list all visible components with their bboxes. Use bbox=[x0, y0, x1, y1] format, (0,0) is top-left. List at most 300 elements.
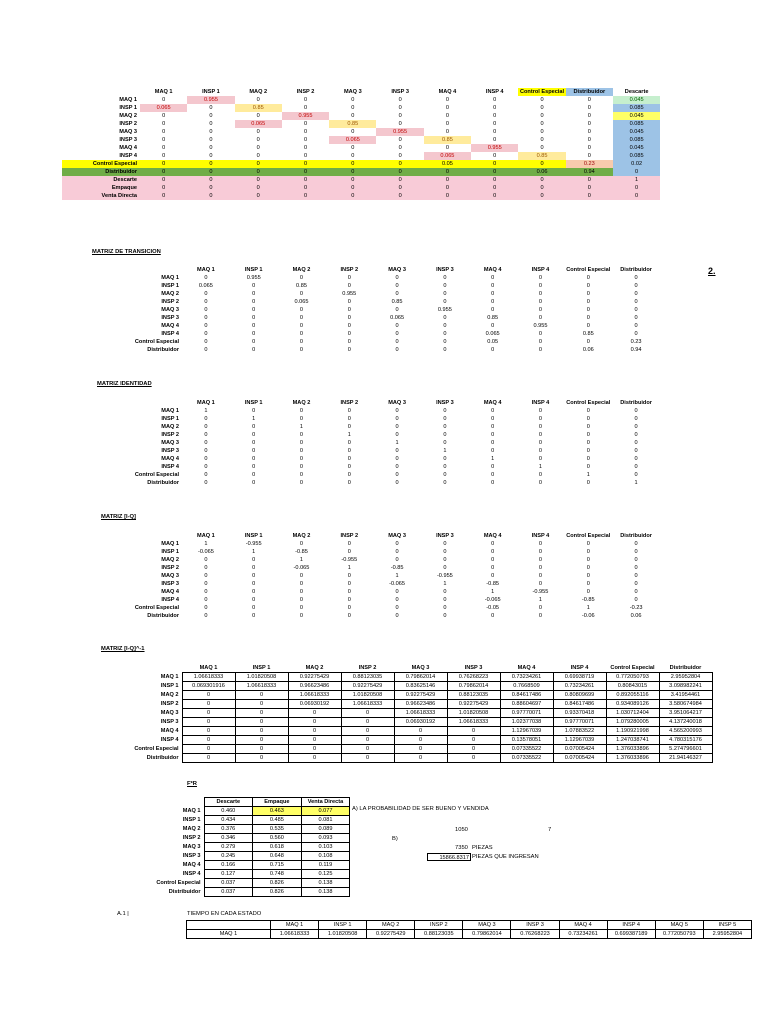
table-cell: 0 bbox=[252, 448, 256, 454]
table-row bbox=[62, 736, 712, 745]
table-cell: 0 bbox=[252, 424, 256, 430]
table-cell: 0.07335522 bbox=[500, 745, 553, 754]
table-cell: 0.07005424 bbox=[553, 745, 606, 754]
table-cell: 0 bbox=[252, 557, 256, 563]
table-cell: 0 bbox=[443, 331, 447, 337]
table-cell: 0 bbox=[538, 283, 543, 289]
table-cell: 0.84617486 bbox=[500, 691, 553, 700]
table-cell: 0 bbox=[162, 137, 166, 143]
column-header: Control Especial bbox=[566, 400, 611, 406]
table-cell: 0 bbox=[204, 581, 208, 587]
table-cell: 0 bbox=[341, 754, 394, 763]
table-cell: 0 bbox=[443, 472, 447, 478]
table-cell: 0.108 bbox=[301, 852, 350, 861]
table-cell: 0 bbox=[471, 176, 518, 184]
table-row bbox=[62, 852, 350, 861]
table-cell: 0 bbox=[204, 448, 208, 454]
table-cell: 0 bbox=[162, 121, 166, 127]
table-cell: 0 bbox=[204, 339, 208, 345]
table-cell: 0 bbox=[491, 480, 495, 486]
table-cell: 0 bbox=[299, 307, 304, 313]
table-cell: 0 bbox=[204, 416, 208, 422]
table-cell: 0.376 bbox=[204, 825, 253, 834]
table-cell: 0 bbox=[634, 565, 638, 571]
table-cell: 0.648 bbox=[253, 852, 302, 861]
table-row bbox=[62, 604, 660, 612]
table-cell: 0.772050793 bbox=[655, 930, 703, 939]
table-cell: 0 bbox=[491, 323, 495, 329]
table-cell: 0 bbox=[347, 323, 351, 329]
table-cell: 0 bbox=[586, 424, 590, 430]
table-cell: 0 bbox=[162, 113, 166, 119]
table-cell: 0 bbox=[182, 718, 235, 727]
table-cell: 0 bbox=[252, 315, 256, 321]
inversa-title: MATRIZ [I-Q]^-1 bbox=[101, 646, 145, 652]
fr-table bbox=[62, 797, 350, 897]
table-cell: 0 bbox=[538, 440, 543, 446]
table-row bbox=[62, 879, 350, 888]
table-cell: 0 bbox=[538, 549, 543, 555]
table-cell: 0 bbox=[252, 597, 256, 603]
table-cell: 0 bbox=[395, 347, 399, 353]
table-cell: 0 bbox=[347, 480, 351, 486]
table-cell: 0.73234261 bbox=[500, 673, 553, 682]
table-cell: 0 bbox=[347, 331, 351, 337]
table-cell: 0 bbox=[538, 315, 543, 321]
enter-label: PIEZAS QUE INGRESAN bbox=[472, 854, 539, 860]
column-header: INSP 1 bbox=[244, 400, 263, 406]
column-header: INSP 2 bbox=[358, 665, 377, 671]
table-cell: 0 bbox=[586, 408, 590, 414]
column-header: Control Especial bbox=[519, 89, 565, 95]
column-header: INSP 2 bbox=[296, 89, 315, 95]
table-cell: 0 bbox=[182, 736, 235, 745]
table-cell: -0.065 bbox=[293, 565, 310, 571]
table-cell: 0 bbox=[347, 448, 351, 454]
table-cell: 0.955 bbox=[376, 128, 423, 136]
table-row bbox=[62, 144, 660, 152]
row-label: MAQ 1 bbox=[182, 808, 201, 814]
table-cell: 0 bbox=[398, 105, 402, 111]
table-cell: 0.772050793 bbox=[606, 673, 659, 682]
table-cell: 0 bbox=[256, 129, 260, 135]
table-cell: 0.955 bbox=[533, 323, 548, 329]
table-cell: 0 bbox=[235, 168, 282, 176]
table-cell: 0.05 bbox=[487, 339, 499, 345]
table-cell: 0 bbox=[445, 145, 449, 151]
table-cell: 0 bbox=[518, 192, 565, 200]
column-header: MAQ 4 bbox=[438, 89, 457, 95]
table-cell: 0.119 bbox=[301, 861, 350, 870]
table-cell: 0 bbox=[204, 480, 208, 486]
table-cell: 0 bbox=[586, 299, 590, 305]
table-cell: 0 bbox=[299, 323, 304, 329]
table-cell: 0 bbox=[587, 129, 591, 135]
table-cell: 0 bbox=[443, 408, 447, 414]
table-cell: 0 bbox=[235, 160, 282, 168]
table-cell: 0 bbox=[303, 105, 308, 111]
table-cell: 0 bbox=[347, 581, 351, 587]
table-cell: 0 bbox=[395, 480, 399, 486]
table-cell: 0.138 bbox=[301, 879, 350, 888]
table-cell: 0.065 bbox=[485, 331, 500, 337]
table-cell: 0 bbox=[235, 736, 288, 745]
column-header: Distribuidor bbox=[620, 267, 652, 273]
table-cell: 0.85 bbox=[518, 152, 565, 160]
column-header: Descarte bbox=[204, 798, 253, 807]
table-cell: 0 bbox=[351, 97, 355, 103]
table-row bbox=[62, 540, 660, 548]
table-cell: 0.826 bbox=[253, 879, 302, 888]
table-cell: 0.97770071 bbox=[500, 709, 553, 718]
table-cell: 0.065 bbox=[329, 136, 376, 144]
row-label: MAQ 4 bbox=[182, 862, 201, 868]
table-cell: 0 bbox=[282, 184, 329, 192]
table-cell: 0 bbox=[187, 160, 234, 168]
column-header: MAQ 4 bbox=[517, 665, 536, 671]
table-cell: 1.06618333 bbox=[235, 682, 288, 691]
table-cell: 1.06618333 bbox=[271, 930, 319, 939]
table-cell: 1 bbox=[299, 557, 304, 563]
table-cell: 1.376033896 bbox=[606, 754, 659, 763]
row-label: MAQ 2 bbox=[182, 826, 201, 832]
table-cell: 1.01820508 bbox=[341, 691, 394, 700]
column-header: INSP 1 bbox=[202, 89, 220, 95]
table-cell: 0 bbox=[209, 129, 213, 135]
table-cell: 0 bbox=[540, 113, 544, 119]
table-cell: 0 bbox=[538, 432, 543, 438]
table-cell: 0.85 bbox=[296, 283, 307, 289]
table-cell: 1 bbox=[586, 605, 590, 611]
table-cell: 0 bbox=[491, 448, 495, 454]
table-cell: 0.934089126 bbox=[606, 700, 659, 709]
table-cell: 0 bbox=[351, 105, 355, 111]
table-row bbox=[62, 745, 712, 754]
table-row bbox=[62, 479, 660, 487]
table-cell: 0 bbox=[491, 464, 495, 470]
table-cell: 0 bbox=[538, 307, 543, 313]
table-cell: 0 bbox=[443, 299, 447, 305]
table-cell: 0 bbox=[538, 565, 543, 571]
table-cell: 0 bbox=[634, 299, 638, 305]
table-cell: 0.83625146 bbox=[394, 682, 447, 691]
corner-cell bbox=[62, 399, 182, 407]
table-cell: 0.045 bbox=[613, 96, 660, 104]
table-cell: 0 bbox=[538, 291, 543, 297]
table-row bbox=[62, 152, 660, 160]
column-header: Distribuidor bbox=[566, 88, 613, 96]
table-cell: 0 bbox=[182, 727, 235, 736]
table-cell: -0.85 bbox=[581, 597, 595, 603]
table-cell: 0.699387189 bbox=[607, 930, 655, 939]
table-row bbox=[62, 415, 660, 423]
table-cell: 0 bbox=[491, 291, 495, 297]
table-cell: 0 bbox=[493, 113, 497, 119]
table-cell: 0.045 bbox=[613, 112, 660, 120]
tiempo-table bbox=[186, 920, 752, 939]
table-cell: 0 bbox=[587, 97, 591, 103]
table-row bbox=[62, 431, 660, 439]
table-cell: 0 bbox=[518, 184, 565, 192]
table-cell: 0 bbox=[634, 557, 638, 563]
table-cell: 0.93370418 bbox=[553, 709, 606, 718]
table-cell: 0.80843015 bbox=[606, 682, 659, 691]
table-cell: 0 bbox=[634, 597, 638, 603]
table-row bbox=[62, 282, 660, 290]
row-label: INSP 2 bbox=[119, 121, 137, 127]
table-cell: -0.955 bbox=[341, 557, 358, 563]
table-cell: 0 bbox=[424, 184, 471, 192]
column-header: Venta Directa bbox=[301, 798, 350, 807]
table-cell: 0 bbox=[299, 456, 304, 462]
table-cell: 0 bbox=[395, 597, 399, 603]
table-cell: 0.089 bbox=[301, 825, 350, 834]
table-row bbox=[62, 888, 350, 897]
table-cell: 0 bbox=[493, 137, 497, 143]
table-row bbox=[62, 322, 660, 330]
column-header: INSP 3 bbox=[436, 400, 454, 406]
table-cell: 0 bbox=[140, 160, 187, 168]
row-label: MAQ 1 bbox=[119, 97, 137, 103]
column-header: INSP 4 bbox=[485, 89, 504, 95]
table-cell: 0 bbox=[282, 192, 329, 200]
table-cell: 1.07883522 bbox=[553, 727, 606, 736]
table-cell: 1 bbox=[538, 597, 543, 603]
table-cell: 0 bbox=[209, 145, 213, 151]
table-cell: 0 bbox=[445, 129, 449, 135]
table-cell: 0 bbox=[395, 323, 399, 329]
column-header: MAQ 3 bbox=[411, 665, 430, 671]
table-cell: 0 bbox=[395, 456, 399, 462]
row-label: Venta Directa bbox=[62, 192, 140, 200]
pieces-value: 7350 bbox=[455, 845, 468, 851]
table-cell: 0 bbox=[303, 145, 308, 151]
table-row bbox=[62, 682, 712, 691]
column-header: Distribuidor bbox=[620, 533, 652, 539]
table-cell: 0 bbox=[398, 113, 402, 119]
table-cell: 0 bbox=[252, 323, 256, 329]
table-cell: -0.065 bbox=[389, 581, 406, 587]
table-cell: 0 bbox=[209, 137, 213, 143]
table-cell: 5.274796601 bbox=[659, 745, 712, 754]
table-row bbox=[62, 274, 660, 282]
row-label: INSP 3 bbox=[161, 448, 179, 454]
column-header: INSP 2 bbox=[415, 921, 463, 930]
table-cell: 0 bbox=[347, 597, 351, 603]
table-cell: 0.955 bbox=[187, 96, 234, 104]
table-cell: 0 bbox=[341, 745, 394, 754]
table-cell: 0 bbox=[634, 541, 638, 547]
row-label: INSP 2 bbox=[160, 701, 179, 707]
table-cell: 0.06 bbox=[630, 613, 642, 619]
table-cell: 0 bbox=[395, 291, 399, 297]
table-cell: 0.535 bbox=[253, 825, 302, 834]
table-cell: 0 bbox=[252, 480, 256, 486]
table-cell: 0 bbox=[491, 283, 495, 289]
table-cell: 0 bbox=[140, 192, 187, 200]
iq-title: MATRIZ [I-Q] bbox=[101, 514, 136, 520]
table-cell: 0 bbox=[518, 160, 565, 168]
row-label: MAQ 3 bbox=[161, 440, 179, 446]
table-cell: 0 bbox=[634, 589, 638, 595]
column-header: INSP 4 bbox=[531, 400, 550, 406]
table-cell: 0 bbox=[586, 589, 590, 595]
table-cell: 0 bbox=[299, 315, 304, 321]
table-row bbox=[62, 112, 660, 120]
table-cell: 0 bbox=[445, 121, 449, 127]
row-label: INSP 4 bbox=[119, 153, 137, 159]
row-label: Control Especial bbox=[156, 880, 201, 886]
table-cell: 0 bbox=[538, 408, 543, 414]
table-cell: 0.138 bbox=[301, 888, 350, 897]
row-label: MAQ 4 bbox=[161, 323, 179, 329]
table-cell: 0.127 bbox=[204, 870, 253, 879]
table-row bbox=[62, 104, 660, 112]
column-header: MAQ 1 bbox=[197, 400, 215, 406]
table-cell: 0 bbox=[443, 565, 447, 571]
table-cell: 0 bbox=[538, 480, 543, 486]
row-label: INSP 3 bbox=[119, 137, 137, 143]
table-cell: 0 bbox=[299, 464, 304, 470]
table-cell: 1 bbox=[252, 549, 256, 555]
table-cell: 0 bbox=[613, 192, 660, 200]
table-cell: 0 bbox=[256, 145, 260, 151]
header-row bbox=[62, 664, 712, 673]
table-row bbox=[62, 834, 350, 843]
table-cell: 0 bbox=[256, 153, 260, 159]
row-label: Distribuidor bbox=[62, 168, 140, 176]
row-label: Distribuidor bbox=[146, 755, 179, 761]
table-cell: 0.279 bbox=[204, 843, 253, 852]
table-cell: 0 bbox=[491, 432, 495, 438]
table-cell: 0.485 bbox=[253, 816, 302, 825]
table-cell: 0 bbox=[204, 597, 208, 603]
table-cell: 0 bbox=[299, 448, 304, 454]
table-cell: 0 bbox=[351, 113, 355, 119]
table-cell: 0 bbox=[252, 464, 256, 470]
column-header: INSP 3 bbox=[436, 533, 454, 539]
table-cell: 0.88123035 bbox=[415, 930, 463, 939]
table-cell: 0 bbox=[491, 573, 495, 579]
table-cell: 1 bbox=[491, 456, 495, 462]
table-cell: 0 bbox=[209, 105, 213, 111]
table-cell: -0.85 bbox=[295, 549, 308, 555]
column-header: INSP 4 bbox=[607, 921, 655, 930]
table-cell: 0.23 bbox=[630, 339, 642, 345]
table-cell: 0 bbox=[634, 573, 638, 579]
table-cell: 1.01820508 bbox=[235, 673, 288, 682]
column-header: INSP 5 bbox=[703, 921, 751, 930]
table-cell: 1 bbox=[538, 464, 543, 470]
table-cell: 0.06 bbox=[582, 347, 594, 353]
table-cell: 0 bbox=[586, 275, 590, 281]
table-cell: 0 bbox=[347, 472, 351, 478]
table-cell: 0 bbox=[424, 192, 471, 200]
table-cell: 0 bbox=[634, 408, 638, 414]
table-cell: 0 bbox=[299, 597, 304, 603]
table-cell: 0 bbox=[540, 97, 544, 103]
table-cell: 0 bbox=[538, 613, 543, 619]
table-cell: 0 bbox=[443, 440, 447, 446]
top-transition-table bbox=[62, 88, 660, 200]
table-cell: 0 bbox=[398, 121, 402, 127]
table-cell: 0 bbox=[288, 754, 341, 763]
table-cell: 1 bbox=[443, 581, 447, 587]
table-cell: 0 bbox=[491, 549, 495, 555]
table-cell: 0 bbox=[613, 168, 660, 176]
table-cell: 0 bbox=[443, 283, 447, 289]
table-cell: 0 bbox=[395, 605, 399, 611]
row-label: INSP 1 bbox=[161, 283, 179, 289]
table-cell: 0 bbox=[252, 299, 256, 305]
table-cell: 0 bbox=[586, 573, 590, 579]
table-cell: 0 bbox=[299, 339, 304, 345]
fr-title: F*R bbox=[187, 781, 197, 787]
table-cell: 1.12967039 bbox=[500, 727, 553, 736]
table-row bbox=[62, 184, 660, 192]
table-cell: 0 bbox=[586, 541, 590, 547]
table-cell: 0 bbox=[394, 754, 447, 763]
table-cell: 0 bbox=[299, 589, 304, 595]
table-row bbox=[62, 192, 660, 200]
column-header: MAQ 2 bbox=[292, 267, 311, 273]
table-cell: 0 bbox=[586, 565, 590, 571]
transicion-table bbox=[62, 266, 660, 354]
table-cell: 3.580674984 bbox=[659, 700, 712, 709]
table-cell: 0 bbox=[443, 541, 447, 547]
table-cell: 0 bbox=[395, 408, 399, 414]
column-header: Control Especial bbox=[566, 267, 611, 273]
table-cell: 0 bbox=[395, 557, 399, 563]
table-cell: 0 bbox=[299, 347, 304, 353]
table-cell: 0 bbox=[299, 581, 304, 587]
table-cell: 0.84617486 bbox=[553, 700, 606, 709]
table-cell: 0 bbox=[341, 736, 394, 745]
iq-table bbox=[62, 532, 660, 620]
table-cell: 0 bbox=[634, 581, 638, 587]
table-cell: 0.85 bbox=[424, 136, 471, 144]
table-cell: 0 bbox=[540, 129, 544, 135]
table-cell: 1.06618333 bbox=[182, 673, 235, 682]
row-label: MAQ 3 bbox=[182, 844, 201, 850]
table-cell: 0 bbox=[443, 613, 447, 619]
table-cell: 0.069301916 bbox=[182, 682, 235, 691]
table-cell: 0 bbox=[634, 432, 638, 438]
table-cell: 0.085 bbox=[613, 120, 660, 128]
table-cell: 0 bbox=[493, 105, 497, 111]
row-label: MAQ 4 bbox=[161, 589, 179, 595]
table-cell: 0 bbox=[634, 440, 638, 446]
row-label: Empaque bbox=[62, 184, 140, 192]
table-cell: 0.94 bbox=[566, 168, 613, 176]
table-cell: -0.05 bbox=[486, 605, 500, 611]
enter-value: 15866.8317 bbox=[427, 853, 471, 861]
table-cell: 0 bbox=[491, 565, 495, 571]
column-header: Descarte bbox=[624, 89, 649, 95]
table-row bbox=[62, 564, 660, 572]
row-label: Control Especial bbox=[134, 746, 179, 752]
table-cell: 0 bbox=[347, 283, 351, 289]
table-cell: 0 bbox=[398, 153, 402, 159]
row-label: INSP 1 bbox=[160, 683, 179, 689]
table-cell: 0 bbox=[347, 416, 351, 422]
table-cell: 0.79862014 bbox=[394, 673, 447, 682]
table-cell: 0 bbox=[329, 176, 376, 184]
column-header: INSP 1 bbox=[244, 533, 263, 539]
table-cell: 0 bbox=[395, 275, 399, 281]
a1-label: A.1 | bbox=[117, 911, 129, 917]
table-row bbox=[62, 612, 660, 620]
